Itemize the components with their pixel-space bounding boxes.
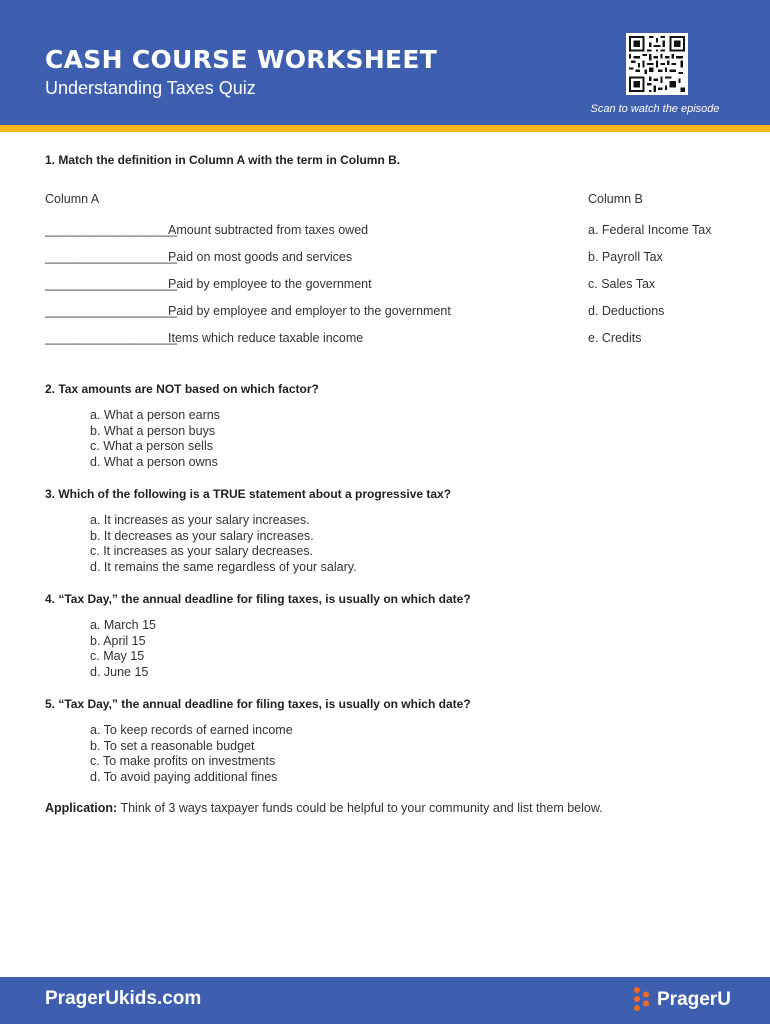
match-row <box>45 277 725 295</box>
option-a[interactable]: a. It increases as your salary increases. <box>90 513 310 527</box>
worksheet-title: CASH COURSE WORKSHEET <box>45 45 438 74</box>
option-d[interactable]: d. What a person owns <box>90 454 218 469</box>
worksheet-subtitle: Understanding Taxes Quiz <box>45 78 256 98</box>
option-c[interactable]: c. What a person sells <box>90 439 213 454</box>
prageru-logo-icon <box>632 986 654 1014</box>
brand-logo[interactable] <box>632 986 731 1014</box>
application-text: Think of 3 ways taxpayer funds could be helpful to your community and list them below. <box>117 801 603 815</box>
application-prompt <box>45 801 603 815</box>
term-text: a. Federal Income Tax <box>588 223 712 237</box>
option-d[interactable]: d. To avoid paying additional fines <box>90 769 278 784</box>
option-b[interactable]: b. April 15 <box>90 633 146 648</box>
match-row <box>45 304 725 322</box>
term-text: c. Sales Tax <box>588 277 656 291</box>
definition-text: Paid by employee to the government <box>168 277 372 291</box>
match-row <box>45 331 725 349</box>
definition-text: Amount subtracted from taxes owed <box>168 223 369 237</box>
definition-text: Paid by employee and employer to the government <box>168 304 451 318</box>
column-b-heading: Column B <box>588 192 643 206</box>
question-4-options <box>90 618 156 680</box>
match-row <box>45 223 725 241</box>
option-a[interactable]: a. What a person earns <box>90 408 220 422</box>
question-2-prompt: 2. Tax amounts are NOT based on which factor? <box>45 382 319 396</box>
question-1-prompt: 1. Match the definition in Column A with the term in Column B. <box>45 153 401 167</box>
question-5-options <box>90 723 293 785</box>
option-b[interactable]: b. To set a reasonable budget <box>90 738 255 753</box>
option-a[interactable]: a. To keep records of earned income <box>90 723 293 737</box>
brand-name: PragerU <box>657 989 731 1010</box>
term-text: b. Payroll Tax <box>588 250 663 264</box>
term-text: e. Credits <box>588 331 642 345</box>
footer-url-link[interactable]: PragerUkids.com <box>45 988 202 1009</box>
question-3-options <box>90 513 357 575</box>
option-d[interactable]: d. It remains the same regardless of your salary. <box>90 559 357 574</box>
question-2-options <box>90 408 220 470</box>
header-stripe <box>0 125 770 132</box>
question-4-prompt: 4. “Tax Day,” the annual deadline for filing taxes, is usually on which date? <box>45 592 471 606</box>
option-c[interactable]: c. To make profits on investments <box>90 754 276 769</box>
option-b[interactable]: b. What a person buys <box>90 423 216 438</box>
option-c[interactable]: c. May 15 <box>90 649 145 664</box>
answer-blank[interactable]: ___________________ <box>45 331 178 345</box>
application-label: Application: <box>45 801 118 815</box>
definition-text: Paid on most goods and services <box>168 250 353 264</box>
question-3-prompt: 3. Which of the following is a TRUE statement about a progressive tax? <box>45 487 452 501</box>
definition-text: Items which reduce taxable income <box>168 331 364 345</box>
term-text: d. Deductions <box>588 304 665 318</box>
option-a[interactable]: a. March 15 <box>90 618 157 632</box>
answer-blank[interactable]: ___________________ <box>45 304 178 318</box>
option-b[interactable]: b. It decreases as your salary increases. <box>90 528 314 543</box>
option-c[interactable]: c. It increases as your salary decreases. <box>90 544 314 559</box>
qr-code-icon[interactable] <box>626 33 688 95</box>
match-row <box>45 250 725 268</box>
answer-blank[interactable]: ___________________ <box>45 223 178 237</box>
option-d[interactable]: d. June 15 <box>90 664 149 679</box>
answer-blank[interactable]: ___________________ <box>45 277 178 291</box>
column-a-heading: Column A <box>45 192 100 206</box>
qr-caption: Scan to watch the episode <box>590 103 720 115</box>
question-5-prompt: 5. “Tax Day,” the annual deadline for filing taxes, is usually on which date? <box>45 697 471 711</box>
answer-blank[interactable]: ___________________ <box>45 250 178 264</box>
